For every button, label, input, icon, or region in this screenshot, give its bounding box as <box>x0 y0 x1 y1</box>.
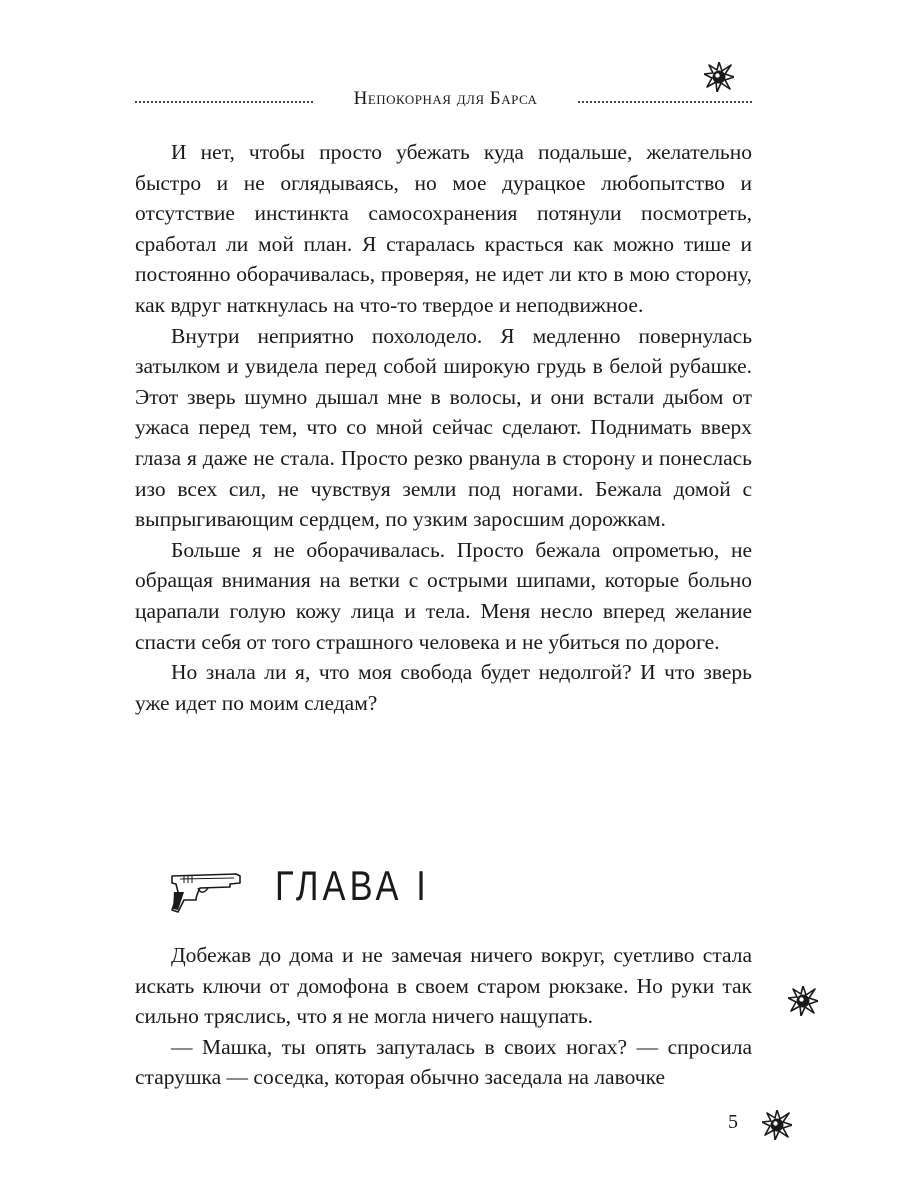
bullet-hole-icon <box>704 62 734 92</box>
bullet-hole-icon <box>762 1110 792 1140</box>
running-header-title: Непокорная для Барса <box>353 88 538 109</box>
page-number: 5 <box>728 1111 738 1133</box>
intro-text <box>135 137 752 718</box>
paragraph: Больше я не оборачивалась. Просто бежала опрометью, не обращая внимания на ветки с острыми шипами, которые больно царапали голую кожу лица и тела. Меня несло вперед желание спасти себя от того страшного человека и не убиться по дороге. <box>135 537 752 654</box>
paragraph: — Машка, ты опять запуталась в своих ногах? — спросила старушка — соседка, которая обычно заседала на лавочке <box>135 1034 752 1090</box>
paragraph: Внутри неприятно похолодело. Я медленно повернулась затылком и увидела перед собой широкую грудь в белой рубашке. Этот зверь шумно дышал мне в волосы, и они встали дыбом от ужаса перед тем, что со мной сейчас сделают. Поднимать вверх глаза я даже не стала. Просто резко рванула в сторону и понеслась изо всех сил, не чувствуя земли под ногами. Бежала домой с выпрыгивающим сердцем, по узким заросшим дорожкам. <box>135 323 752 532</box>
chapter-text <box>135 940 752 1093</box>
chapter-heading <box>170 856 570 926</box>
paragraph: И нет, чтобы просто убежать куда подальше, желательно быстро и не оглядываясь, но мое дурацкое любопытство и отсутствие инстинкта самосохранения потянули посмотреть, сработал ли мой план. Я старалась красться как можно тише и постоянно оборачивалась, проверяя, не идет ли кто в мою сторону, как вдруг наткнулась на что-то твердое и неподвижное. <box>135 140 752 317</box>
paragraph: Добежав до дома и не замечая ничего вокруг, суетливо стала искать ключи от домофона в своем старом рюкзаке. Но руки так сильно тряслись, что я не могла ничего нащупать. <box>135 943 752 1029</box>
paragraph: Но знала ли я, что моя свобода будет недолгой? И что зверь уже идет по моим следам? <box>135 660 752 715</box>
chapter-title: ГЛАВА I <box>275 862 430 909</box>
header-dotted-rule-left <box>135 101 313 103</box>
header-dotted-rule-right <box>578 101 752 103</box>
bullet-hole-icon <box>788 986 818 1016</box>
running-header <box>135 86 752 116</box>
pistol-icon <box>170 870 242 914</box>
